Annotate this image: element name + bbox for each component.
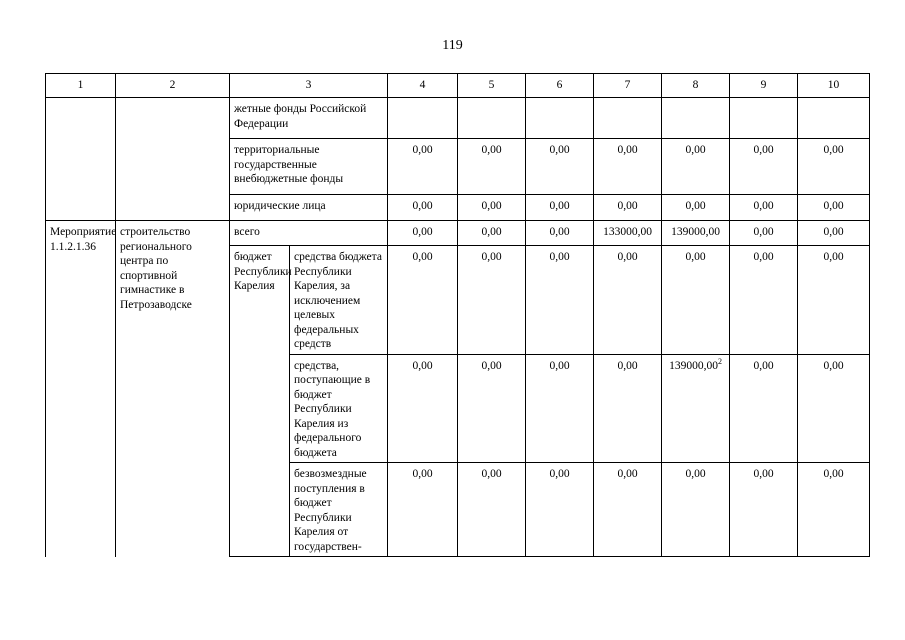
value-cell: 0,00 [458, 354, 526, 463]
value-cell [730, 98, 798, 139]
event-code: Мероприятие 1.1.2.1.36 [46, 221, 116, 557]
value-cell: 0,00 [526, 139, 594, 195]
value-cell: 0,00 [798, 463, 870, 557]
value-cell: 0,00 [730, 246, 798, 355]
value-cell: 0,00 [662, 139, 730, 195]
source-label: жетные фонды Российской Федерации [230, 98, 388, 139]
value-cell: 0,00 [798, 139, 870, 195]
value-cell: 0,00 [458, 246, 526, 355]
page-number: 119 [442, 38, 463, 53]
value-cell: 0,00 [798, 246, 870, 355]
value-cell: 0,00 [798, 195, 870, 221]
header-cell: 3 [230, 74, 388, 98]
value-cell: 0,00 [594, 139, 662, 195]
value-cell: 0,00 [388, 463, 458, 557]
value-cell: 0,00 [798, 221, 870, 246]
header-cell: 2 [116, 74, 230, 98]
value-cell [458, 98, 526, 139]
budget-table [45, 73, 870, 557]
budget-group-label: бюджет Республики Карелия [230, 246, 290, 557]
table-row [46, 98, 870, 139]
value-cell: 0,00 [458, 221, 526, 246]
value-cell: 0,00 [388, 195, 458, 221]
value-cell: 0,00 [388, 246, 458, 355]
source-label: средства, поступающие в бюджет Республики Карелия из федерального бюджета [290, 354, 388, 463]
total-label: всего [230, 221, 388, 246]
value-cell: 0,00 [526, 354, 594, 463]
value-cell: 0,00 [594, 246, 662, 355]
header-cell: 4 [388, 74, 458, 98]
value-cell: 0,00 [458, 195, 526, 221]
value-cell: 0,00 [730, 139, 798, 195]
header-cell: 6 [526, 74, 594, 98]
value-cell [662, 354, 730, 463]
empty-cell [46, 98, 116, 221]
value-cell: 0,00 [798, 354, 870, 463]
value-cell: 0,00 [526, 246, 594, 355]
value-cell: 0,00 [730, 354, 798, 463]
value-cell [798, 98, 870, 139]
value-cell [662, 98, 730, 139]
header-cell: 7 [594, 74, 662, 98]
value-cell: 0,00 [526, 195, 594, 221]
value-cell: 0,00 [730, 221, 798, 246]
value-cell: 0,00 [662, 195, 730, 221]
value-cell: 0,00 [730, 463, 798, 557]
value-cell [388, 98, 458, 139]
value-cell: 0,00 [594, 354, 662, 463]
source-label: юридические лица [230, 195, 388, 221]
source-label: безвозмездные поступления в бюджет Республики Карелия от государствен- [290, 463, 388, 557]
header-cell: 9 [730, 74, 798, 98]
value-cell [594, 98, 662, 139]
empty-cell [116, 98, 230, 221]
header-cell: 5 [458, 74, 526, 98]
source-label: территориальные государственные внебюджетные фонды [230, 139, 388, 195]
header-cell: 8 [662, 74, 730, 98]
value-cell: 133000,00 [594, 221, 662, 246]
value-cell: 0,00 [526, 221, 594, 246]
value-cell: 0,00 [458, 139, 526, 195]
value-cell: 0,00 [594, 463, 662, 557]
footnote-mark: 2 [717, 356, 722, 366]
header-cell: 10 [798, 74, 870, 98]
source-label: средства бюджета Республики Карелия, за исключением целевых федеральных средств [290, 246, 388, 355]
value-cell: 0,00 [388, 354, 458, 463]
table-row [46, 221, 870, 246]
value-cell: 0,00 [388, 221, 458, 246]
value-cell: 0,00 [594, 195, 662, 221]
value-cell: 0,00 [662, 246, 730, 355]
value-cell: 0,00 [388, 139, 458, 195]
value-cell: 139000,00 [662, 221, 730, 246]
header-cell: 1 [46, 74, 116, 98]
value-text: 139000,00 [669, 359, 718, 372]
value-cell: 0,00 [458, 463, 526, 557]
event-name: строительство регионального центра по спортивной гимнастике в Петрозаводске [116, 221, 230, 557]
value-cell: 0,00 [526, 463, 594, 557]
value-cell: 0,00 [662, 463, 730, 557]
value-cell [526, 98, 594, 139]
value-cell: 0,00 [730, 195, 798, 221]
header-row [46, 74, 870, 98]
